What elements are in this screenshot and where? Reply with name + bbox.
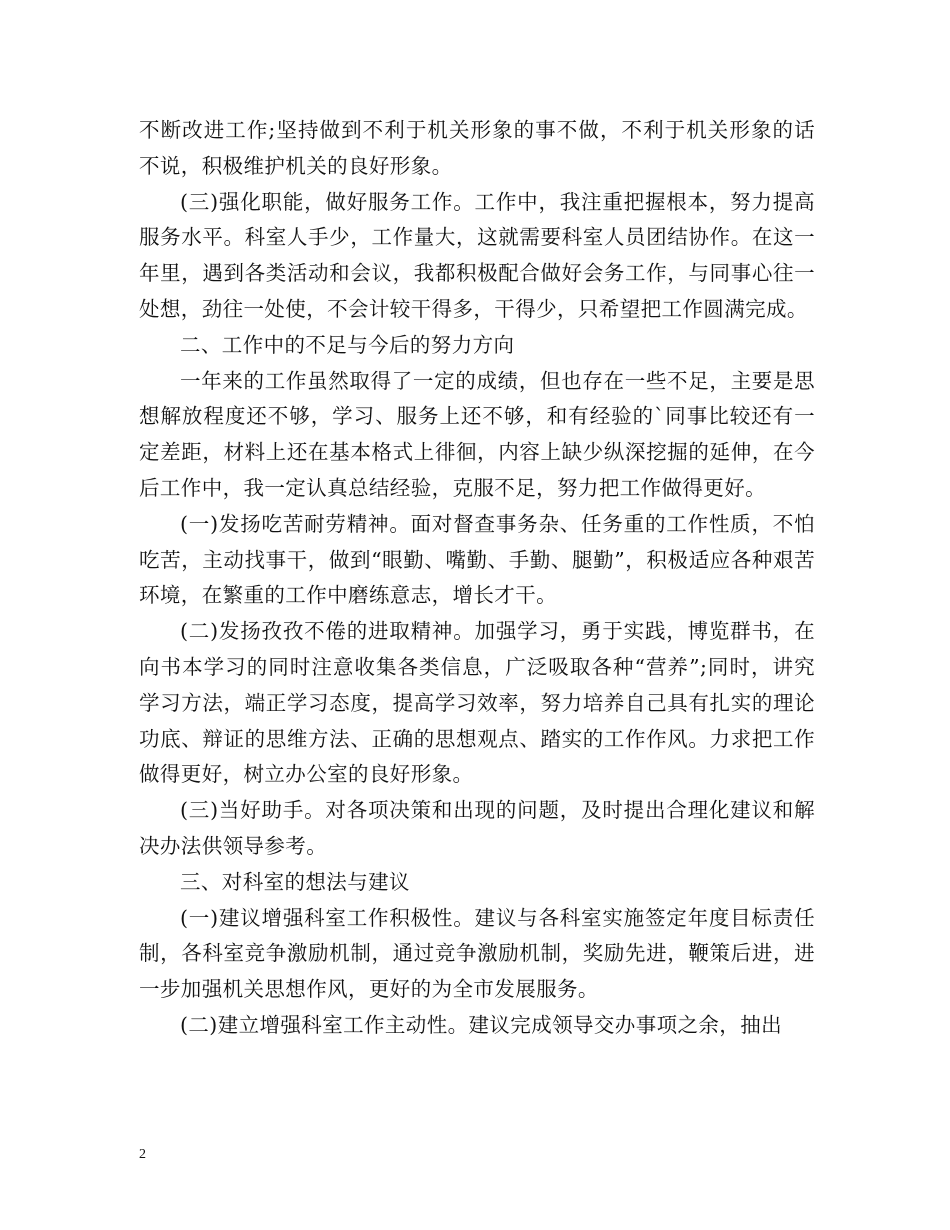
document-body xyxy=(139,113,815,1044)
page-number: 2 xyxy=(139,1147,146,1162)
paragraph-suggestion-enthusiasm: (一)建议增强科室工作积极性。建议与各科室实施签定年度目标责任制，各科室竞争激励机制，通过竞争激励机制，奖励先进，鞭策后进，进一步加强机关思想作风，更好的为全市发展服务。 xyxy=(139,905,815,1002)
paragraph-continuation: 不断改进工作;坚持做到不利于机关形象的事不做，不利于机关形象的话不说，积极维护机关的良好形象。 xyxy=(139,118,815,178)
paragraph-shortcomings: 一年来的工作虽然取得了一定的成绩，但也存在一些不足，主要是思想解放程度还不够，学习、服务上还不够，和有经验的`同事比较还有一定差距，材料上还在基本格式上徘徊，内容上缺少纵深挖掘的延伸，在今后工作中，我一定认真总结经验，克服不足，努力把工作做得更好。 xyxy=(139,368,815,500)
section-heading-shortcomings: 二、工作中的不足与今后的努力方向 xyxy=(180,332,515,357)
paragraph-suggestion-initiative: (二)建立增强科室工作主动性。建议完成领导交办事项之余，抽出 xyxy=(180,1012,782,1037)
paragraph-assistant-role: (三)当好助手。对各项决策和出现的问题，及时提出合理化建议和解决办法供领导参考。 xyxy=(139,798,815,858)
paragraph-hardworking-spirit: (一)发扬吃苦耐劳精神。面对督查事务杂、任务重的工作性质，不怕吃苦，主动找事干，做到“眼勤、嘴勤、手勤、腿勤”，积极适应各种艰苦环境，在繁重的工作中磨练意志，增长才干。 xyxy=(139,511,815,608)
paragraph-service-work: (三)强化职能，做好服务工作。工作中，我注重把握根本，努力提高服务水平。科室人手少，工作量大，这就需要科室人员团结协作。在这一年里，遇到各类活动和会议，我都积极配合做好会务工作，与同事心往一处想，劲往一处使，不会计较干得多，干得少，只希望把工作圆满完成。 xyxy=(139,189,815,321)
section-heading-suggestions: 三、对科室的想法与建议 xyxy=(180,869,410,894)
paragraph-learning-spirit: (二)发扬孜孜不倦的进取精神。加强学习，勇于实践，博览群书，在向书本学习的同时注意收集各类信息，广泛吸取各种“营养”;同时，讲究学习方法，端正学习态度，提高学习效率，努力培养自己具有扎实的理论功底、辩证的思维方法、正确的思想观点、踏实的工作作风。力求把工作做得更好，树立办公室的良好形象。 xyxy=(139,619,815,787)
